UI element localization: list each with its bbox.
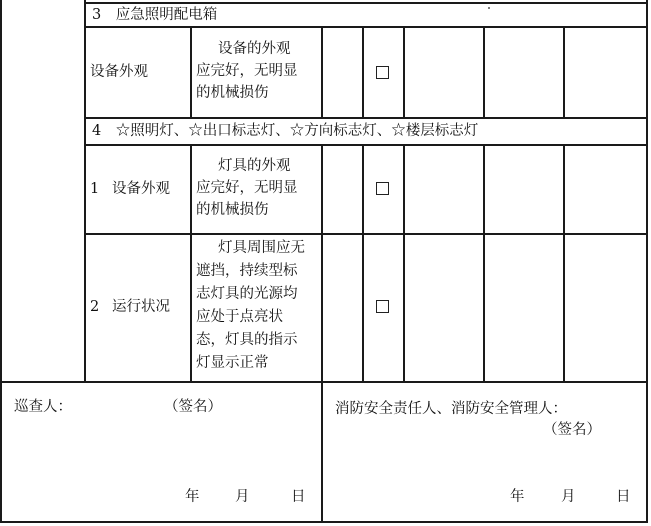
col-divider: [403, 26, 405, 118]
footer-divider: [321, 381, 323, 523]
col-divider: [563, 144, 565, 382]
date-day: 日: [291, 489, 306, 505]
check-box[interactable]: [376, 182, 389, 195]
requirement-line: 设备的外观: [218, 41, 291, 57]
date-year: 年: [185, 489, 200, 505]
requirement-line: 应完好，无明显: [196, 63, 298, 79]
footer-top-line: [0, 381, 647, 383]
scan-speck: [488, 7, 490, 9]
date-year: 年: [510, 489, 525, 505]
col-divider: [403, 144, 405, 382]
outer-left-border: [0, 0, 2, 523]
requirement-line: 应完好，无明显: [196, 180, 298, 196]
date-month: 月: [235, 489, 250, 505]
date-day: 日: [616, 489, 631, 505]
check-box[interactable]: [376, 66, 389, 79]
requirement-line: 态，灯具的指示: [196, 332, 298, 348]
requirement-line: 遮挡，持续型标: [196, 263, 298, 279]
col-divider: [321, 26, 323, 118]
requirement-line: 灯具的外观: [218, 158, 291, 174]
merged-column-border: [84, 0, 86, 383]
bottom-line: [0, 521, 647, 523]
item-appearance: 设备外观: [112, 181, 170, 197]
col-divider: [483, 26, 485, 118]
signature-placeholder[interactable]: （签名）: [164, 399, 222, 415]
requirement-line: 灯显示正常: [196, 355, 269, 371]
requirement-line: 的机械损伤: [196, 85, 269, 101]
col-divider: [321, 144, 323, 382]
section-4-title: 4 ☆照明灯、☆出口标志灯、☆方向标志灯、☆楼层标志灯: [92, 123, 479, 139]
responsible-person-label: 消防安全责任人、消防安全管理人：: [335, 401, 567, 417]
requirement-line: 的机械损伤: [196, 202, 269, 218]
col-divider: [483, 144, 485, 382]
section-3-title: 3 应急照明配电箱: [92, 7, 218, 23]
item-number: 2: [90, 299, 100, 315]
requirement-line: 灯具周围应无: [218, 240, 305, 256]
requirement-line: 应处于点亮状: [196, 309, 283, 325]
col-divider: [190, 26, 192, 118]
inspector-label: 巡查人：: [14, 399, 72, 415]
outer-right-border: [646, 0, 648, 523]
signature-placeholder[interactable]: （签名）: [543, 422, 601, 438]
col-divider: [362, 144, 364, 382]
col-divider: [563, 26, 565, 118]
check-box[interactable]: [376, 300, 389, 313]
col-divider: [362, 26, 364, 118]
col-divider: [190, 144, 192, 382]
item-operation-status: 运行状况: [112, 299, 170, 315]
item-appearance: 设备外观: [90, 64, 148, 80]
item-number: 1: [90, 181, 100, 197]
date-month: 月: [561, 489, 576, 505]
requirement-line: 志灯具的光源均: [196, 286, 298, 302]
